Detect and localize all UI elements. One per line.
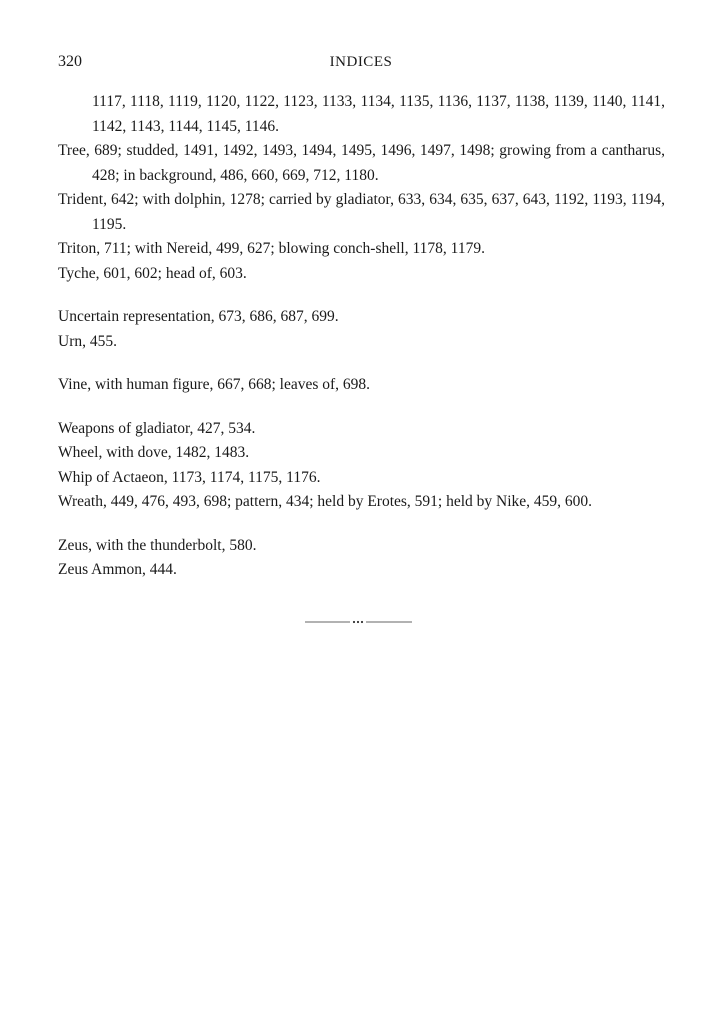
index-group-t [58, 90, 665, 286]
page-number: 320 [58, 53, 82, 70]
index-entry-urn: Urn, 455. [58, 332, 117, 350]
index-entry-vine: Vine, with human figure, 667, 668; leaves of, 698. [58, 376, 371, 393]
index-group-u [58, 305, 665, 354]
index-entry-tree: Tree, 689; studded, 1491, 1492, 1493, 1494, 1495, 1496, 1497, 1498; growing from a cantharus, 428; in background, 486, 660, 669, 712, 1180. [58, 142, 665, 184]
index-entry-weapons: Weapons of gladiator, 427, 534. [58, 419, 256, 437]
index-entry-uncertain-representation: Uncertain representation, 673, 686, 687, 699. [58, 308, 339, 325]
end-ornament-rule [305, 619, 412, 625]
index-body [58, 90, 665, 602]
index-entry-triton: Triton, 711; with Nereid, 499, 627; blowing conch-shell, 1178, 1179. [58, 240, 485, 257]
index-entry-zeus-ammon: Zeus Ammon, 444. [58, 561, 177, 578]
index-entry-wreath: Wreath, 449, 476, 493, 698; pattern, 434; held by Erotes, 591; held by Nike, 459, 600. [58, 493, 593, 510]
index-entry-trident: Trident, 642; with dolphin, 1278; carried by gladiator, 633, 634, 635, 637, 643, 1192, 1193, 1194, 1195. [58, 191, 665, 233]
index-group-w [58, 417, 665, 515]
index-continuation: 1117, 1118, 1119, 1120, 1122, 1123, 1133, 1134, 1135, 1136, 1137, 1138, 1139, 1140, 1141, 1142, 1143, 1144, 1145, 1146. [92, 93, 665, 135]
index-group-z [58, 534, 665, 583]
running-head: INDICES [329, 54, 393, 70]
index-entry-whip: Whip of Actaeon, 1173, 1174, 1175, 1176. [58, 468, 321, 486]
index-group-v [58, 373, 665, 398]
index-entry-tyche: Tyche, 601, 602; head of, 603. [58, 264, 247, 282]
index-entry-wheel: Wheel, with dove, 1482, 1483. [58, 444, 250, 461]
index-entry-zeus: Zeus, with the thunderbolt, 580. [58, 536, 257, 554]
